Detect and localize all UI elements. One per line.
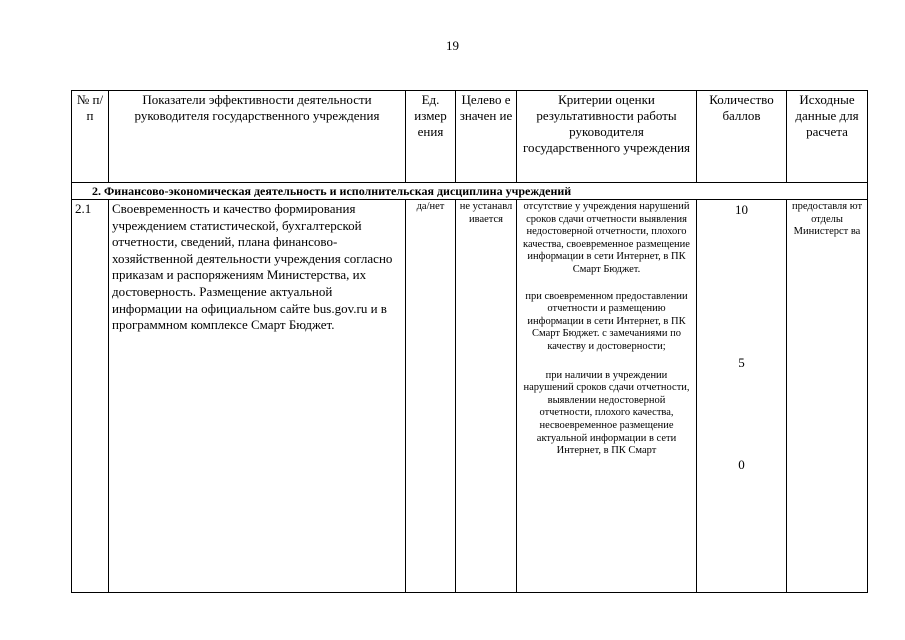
header-source: Исходные данные для расчета: [787, 91, 868, 183]
section-heading: [72, 183, 868, 200]
row-scores: [697, 200, 787, 593]
section-title: Финансово-экономическая деятельность и исполнительская дисциплина учреждений: [104, 184, 572, 198]
criterion-zero-score: при наличии в учреждении нарушений сроков сдачи отчетности, выявлении недостоверной отчетности, плохого качества, несвоевременное размещение актуальной информации в сети Интернет, в ПК Смарт: [523, 369, 690, 457]
score-value: 10: [735, 202, 748, 217]
row-number: 2.1: [72, 200, 109, 593]
header-criteria: Критерии оценки результативности работы руководителя государственного учреждения: [517, 91, 697, 183]
header-target: Целево е значен ие: [456, 91, 517, 183]
header-indicator: Показатели эффективности деятельности руководителя государственного учреждения: [109, 91, 406, 183]
header-score: Количество баллов: [697, 91, 787, 183]
table-row: [72, 200, 868, 593]
section-row: [72, 183, 868, 200]
table-header-row: [72, 91, 868, 183]
page-number: 19: [446, 38, 459, 53]
criterion-full-score: отсутствие у учреждения нарушений сроков сдачи отчетности выявления недостоверной отчетности, плохого качества, своевременное размещение информации в сети Интернет, в ПК Смарт Бюджет.: [523, 201, 690, 275]
score-value: 5: [738, 355, 745, 370]
row-unit: да/нет: [406, 200, 456, 593]
header-unit: Ед. измер ения: [406, 91, 456, 183]
score-value: 0: [738, 457, 745, 472]
row-indicator: Своевременность и качество формирования учреждением статистической, бухгалтерской отчетности, сведений, плана финансово-хозяйственной деятельности учреждения согласно приказам и распоряжениям Министерства, их достоверность. Размещение актуальной информации на официальном сайте bus.gov.ru и в программном комплексе Смарт Бюджет.: [109, 200, 406, 593]
criterion-partial-score: при своевременном предоставлении отчетности и размещению информации в сети Интернет, в ПК Смарт Бюджет. с замечаниями по качеству и достоверности;: [525, 290, 688, 352]
section-number: 2.: [92, 184, 101, 198]
row-source: предоставля ют отделы Министерст ва: [787, 200, 868, 593]
row-target: не устанавл ивается: [456, 200, 517, 593]
header-num: № п/п: [72, 91, 109, 183]
indicators-table: [71, 90, 868, 593]
row-criteria: [517, 200, 697, 593]
